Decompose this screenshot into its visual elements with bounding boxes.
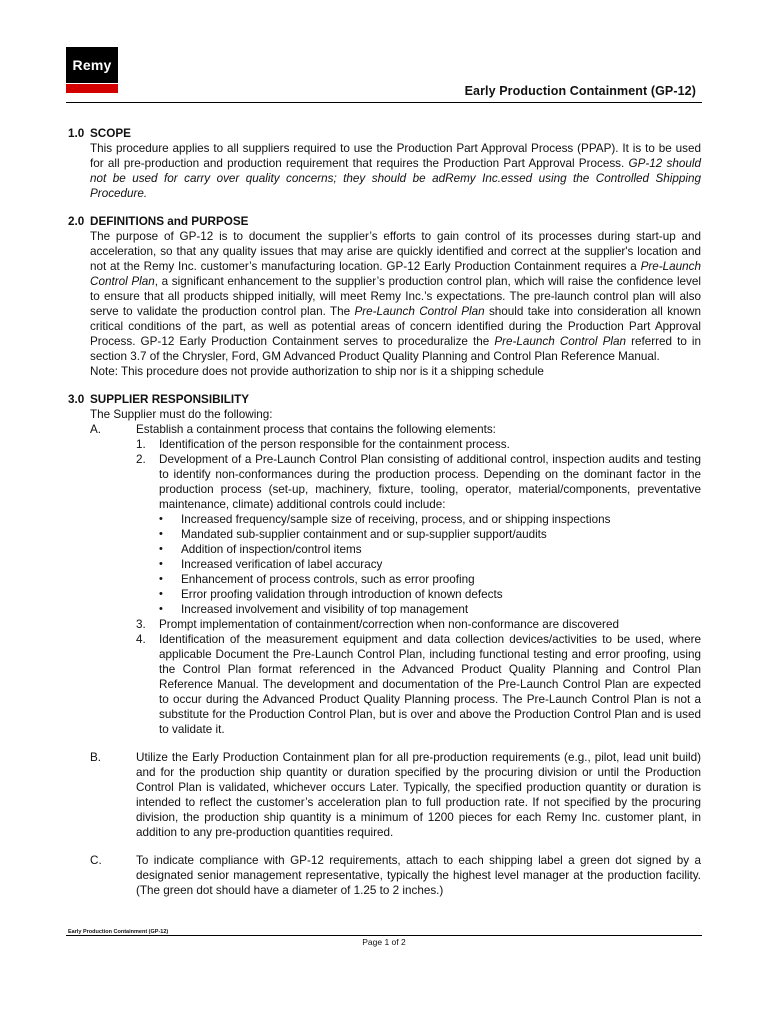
item-label: C. — [90, 854, 102, 867]
bullet-icon: • — [159, 528, 163, 540]
section-scope — [68, 126, 701, 201]
section-heading — [68, 126, 701, 141]
italic-term: Pre-Launch Control Plan — [494, 335, 626, 348]
bullet-text: Increased verification of label accuracy — [181, 558, 383, 571]
bullet-text: Addition of inspection/control items — [181, 543, 362, 556]
list-number: 1. — [136, 438, 146, 451]
list-content — [159, 452, 701, 617]
section-title: DEFINITIONS and PURPOSE — [90, 215, 249, 228]
bullet-text: Enhancement of process controls, such as error proofing — [181, 573, 475, 586]
bullet-icon: • — [159, 588, 163, 600]
bullet-item — [159, 527, 701, 542]
list-text: Prompt implementation of containment/correction when non-conformance are discovered — [159, 618, 619, 631]
supplier-intro: The Supplier must do the following: — [90, 408, 273, 421]
remy-logo — [66, 47, 118, 94]
list-text: Development of a Pre-Launch Control Plan consisting of additional control, inspection audits and testing to identify non-conformances during the production process. Depending on the dominant factor in the production process (set-up, machinery, fixture, tooling, operator, material/components, preventative maintenance, climate) additional controls could include: — [159, 453, 701, 511]
item-b — [68, 750, 701, 840]
list-item — [136, 452, 701, 617]
list-number: 4. — [136, 633, 146, 646]
bullet-icon: • — [159, 573, 163, 585]
document-title: Early Production Containment (GP-12) — [464, 84, 696, 98]
purpose-paragraph — [90, 229, 701, 364]
text-run: , a significant enhancement to the supplier’s production control plan, which will raise the confidence level to ensure that all products shipped initially, will meet Remy Inc.’s expectations. The pre-launch control plan will also serve to validate the production control plan. The — [90, 275, 701, 318]
bullet-item — [159, 557, 701, 572]
section-body — [68, 141, 701, 201]
bullet-icon: • — [159, 558, 163, 570]
footer-divider — [66, 935, 702, 936]
bullet-item — [159, 572, 701, 587]
item-label: B. — [90, 751, 102, 764]
element-list — [136, 437, 701, 737]
section-number: 2.0 — [68, 215, 85, 228]
page-number: Page 1 of 2 — [362, 937, 406, 947]
section-body — [68, 229, 701, 379]
section-number: 1.0 — [68, 127, 85, 140]
item-a — [68, 422, 701, 737]
controls-bullet-list — [159, 512, 701, 617]
document-body — [68, 126, 701, 911]
bullet-icon: • — [159, 543, 163, 555]
logo-wordmark: Remy — [66, 47, 118, 83]
logo-red-bar — [66, 84, 118, 93]
bullet-icon: • — [159, 513, 163, 525]
item-b-text: Utilize the Early Production Containment plan for all pre-production requirements (e.g., pilot, lead unit build) and for the production ship quantity or duration specified by the procuring division or until the Production Control Plan is validated, whichever occurs Later. Typically, the specified production quantity or duration is intended to reflect the customer’s acceleration plan to full production rate. If not specified by the procuring division, the production ship quantity is a minimum of 1200 pieces for each Remy Inc. customer plant, in addition to any pre-production quantities required. — [136, 751, 701, 839]
section-title: SUPPLIER RESPONSIBILITY — [90, 393, 250, 406]
list-text: Identification of the person responsible for the containment process. — [159, 438, 510, 451]
bullet-item — [159, 512, 701, 527]
bullet-text: Increased involvement and visibility of top management — [181, 603, 469, 616]
note-paragraph: Note: This procedure does not provide authorization to ship nor is it a shipping schedule — [90, 365, 544, 378]
text-run: The purpose of GP-12 is to document the supplier’s efforts to gain control of its processes during start-up and acceleration, so that any quality issues that may arise are quickly identified and correct at the supplier's location and not at the Remy Inc. customer’s manufacturing location. GP-12 Early Production Containment requires a — [90, 230, 701, 273]
section-definitions — [68, 214, 701, 379]
list-item — [136, 617, 701, 632]
bullet-icon: • — [159, 603, 163, 615]
text-run: referred to in section 3.7 of the Chrysler, Ford, GM Advanced Product Quality Planning and Control Plan Reference Manual. — [90, 335, 701, 363]
bullet-text: Mandated sub-supplier containment and or sup-supplier support/audits — [181, 528, 547, 541]
bullet-item — [159, 542, 701, 557]
text-run: should take into consideration all known critical conditions of the part, as well as potential areas of concern identified during the Production Part Approval Process. GP-12 Early Production Containment serves to proceduralize the — [90, 305, 701, 348]
section-heading — [68, 214, 701, 229]
header-divider — [66, 102, 702, 103]
bullet-text: Error proofing validation through introduction of known defects — [181, 588, 503, 601]
item-c — [68, 853, 701, 898]
section-number: 3.0 — [68, 393, 85, 406]
scope-text: This procedure applies to all suppliers required to use the Production Part Approval Process (PPAP). It is to be used for all pre-production and production requirement that requires the Production Part Approval Process. — [90, 142, 701, 170]
list-number: 3. — [136, 618, 146, 631]
bullet-item — [159, 602, 701, 617]
section-supplier-responsibility — [68, 392, 701, 898]
list-item — [136, 437, 701, 452]
list-item — [136, 632, 701, 737]
bullet-text: Increased frequency/sample size of receiving, process, and or shipping inspections — [181, 513, 611, 526]
item-c-text: To indicate compliance with GP-12 requirements, attach to each shipping label a green dot signed by a designated senior management representative, typically the highest level manager at the production facility. (The green dot should have a diameter of 1.25 to 2 inches.) — [136, 854, 701, 897]
section-heading — [68, 392, 701, 407]
item-label: A. — [90, 423, 102, 436]
bullet-item — [159, 587, 701, 602]
scope-italic-note: GP-12 should not be used for carry over quality concerns; they should be adRemy Inc.essed using the Controlled Shipping Procedure. — [90, 157, 701, 200]
italic-term: Pre-Launch Control Plan — [354, 305, 485, 318]
footer-document-name: Early Production Containment (GP-12) — [68, 929, 169, 935]
list-text: Identification of the measurement equipment and data collection devices/activities to be used, where applicable Document the Pre-Launch Control Plan, including functional testing and error proofing, using the Control Plan format referenced in the Advanced Product Quality Planning and Control Plan Reference Manual. The development and documentation of the Pre-Launch Control Plan are expected to occur during the Advanced Product Quality Planning process. The Pre-Launch Control Plan is not a substitute for the Production Control Plan, but is over and above the Production Control Plan and is used to validate it. — [159, 633, 701, 736]
section-title: SCOPE — [90, 127, 131, 140]
list-number: 2. — [136, 453, 146, 466]
italic-term: Pre-Launch Control Plan — [90, 260, 701, 288]
item-a-content — [136, 422, 701, 737]
item-a-text: Establish a containment process that contains the following elements: — [136, 423, 496, 436]
